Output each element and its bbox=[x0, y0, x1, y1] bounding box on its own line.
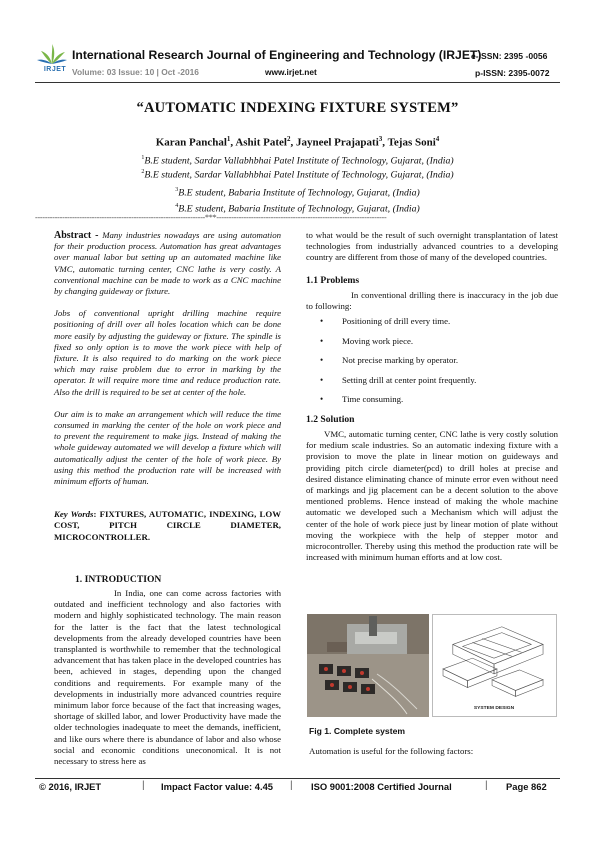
sketch-label: SYSTEM DESIGN bbox=[473, 706, 515, 712]
footer-separator: | bbox=[142, 780, 145, 791]
list-item: • Setting drill at center point frequently. bbox=[306, 375, 558, 386]
problems-list bbox=[306, 316, 558, 405]
author-sup: 1 bbox=[226, 135, 231, 143]
affiliation-text: B.E student, Babaria Institute of Technology, Gujarat, (India) bbox=[178, 187, 420, 199]
author-name: Ashit Patel bbox=[235, 136, 287, 149]
affiliation-sup: 3 bbox=[175, 187, 179, 193]
author-name: Jayneel Prajapati bbox=[295, 136, 379, 149]
system-photo bbox=[307, 614, 429, 717]
problems-heading: 1.1 Problems bbox=[306, 274, 360, 286]
author-sep: , bbox=[290, 136, 296, 149]
footer-impact-factor: Impact Factor value: 4.45 bbox=[161, 781, 274, 792]
author-sep: , bbox=[230, 136, 236, 149]
footer-divider bbox=[35, 778, 560, 779]
footer-iso: ISO 9001:2008 Certified Journal bbox=[311, 781, 452, 792]
solution-heading: 1.2 Solution bbox=[306, 413, 355, 425]
abstract-text: Many industries nowadays are using automation for their production process. Automation has great advantages over manual labor but setting up an automated machine like VMC, automatic turning center, CNC lathe is very costly. A conventional machine can be made to work as a CNC machine by changing guideway or fixture. bbox=[54, 230, 281, 297]
section-separator: ---------------------------------------------------------------------***--------------------------------------------------------------------- bbox=[35, 213, 387, 222]
affiliation-sup: 1 bbox=[141, 155, 145, 161]
author-name: Karan Panchal bbox=[155, 136, 227, 149]
footer-separator: | bbox=[290, 780, 293, 791]
irjet-logo-icon bbox=[35, 42, 69, 84]
affiliation-text: B.E student, Babaria Institute of Technology, Gujarat, (India) bbox=[178, 203, 420, 215]
author-sup: 3 bbox=[378, 135, 383, 143]
automation-text: Automation is useful for the following factors: bbox=[309, 746, 474, 756]
affiliation bbox=[0, 169, 595, 180]
keywords-text: : FIXTURES, AUTOMATIC, INDEXING, LOW COST, PITCH CIRCLE DIAMETER, MICROCONTROLLER. bbox=[54, 509, 281, 542]
intro-text: In India, one can come across factories with outdated and inefficient technology and also factories with modern and highly sophisticated technology. The main reason for the latter is the fact that the latest technological developments from the already developed countries have been transplanted is worthwhile to remember that the technological advancement that has taken place in the developed countries has been, achieved in stages, depending upon the changed conditions and requirements. For example many of the developments in industrially more advanced countries require minimum labor force because of the fact that increasing wages, shortage of skilled labor, and lower Productivity have made the older technologies inadequate to meet the demands, inefficient, and like ours where there is abundance of labor and also whose social and economic conditions uneconomical. It is not necessary to stress here as bbox=[54, 588, 281, 767]
keywords-label: Key Words bbox=[54, 509, 94, 520]
logo-text: IRJET bbox=[43, 66, 67, 73]
affiliation bbox=[0, 187, 595, 198]
author-list bbox=[0, 135, 595, 149]
abstract-p3: Our aim is to make an arrangement which will reduce the time consumed in marking the center of the hole on work piece and to prevent the requirement to make jigs. Instead of making the whole guideway automated we will develop a fixture which will automatically adjust the center of the hole of work piece. By using this method the production rate will be increased with minimum efforts of human. bbox=[54, 408, 281, 487]
abstract-heading: Abstract - bbox=[54, 230, 99, 241]
abstract-p1 bbox=[54, 230, 281, 297]
author-sup: 4 bbox=[435, 135, 440, 143]
right-column bbox=[306, 230, 558, 563]
header-divider bbox=[35, 82, 560, 83]
author-name: Tejas Soni bbox=[387, 136, 436, 149]
journal-website-link[interactable]: www.irjet.net bbox=[265, 67, 317, 77]
solution-text: VMC, automatic turning center, CNC lathe is very costly solution for medium scale industries. So an automatic indexing fixture with a provision to move the plate in linear motion on guideways and providing pitch circle diameter(pcd) to drill holes at precise and desired distance eliminating chance of minute error even without need of markings and jig placement can be a decent solution to the above mentioned problems. Hence instead of making the whole machine automatic we developed such a Mechanism which will adjust the center of the hole of work piece just by linear motion of plate without moving the workpiece with the help of stepper motor and microcontroller. Thereby using this method the production rate will be increased with minimum human efforts and at low cost. bbox=[306, 428, 558, 563]
p-issn: p-ISSN: 2395-0072 bbox=[475, 68, 550, 78]
author-sup: 2 bbox=[286, 135, 291, 143]
affiliation-sup: 2 bbox=[141, 169, 145, 175]
journal-title: International Research Journal of Engineering and Technology (IRJET) bbox=[72, 48, 482, 62]
list-item: • Time consuming. bbox=[306, 394, 558, 405]
keywords bbox=[54, 509, 281, 543]
left-column bbox=[54, 230, 281, 543]
volume-issue: Volume: 03 Issue: 10 | Oct -2016 bbox=[72, 67, 199, 77]
footer-separator: | bbox=[485, 780, 488, 791]
list-item: • Positioning of drill every time. bbox=[306, 316, 558, 327]
intro-continuation: to what would be the result of such overnight transplantation of latest technologies from industrially advanced countries to a developing country are different from those of many of the developed countries. bbox=[306, 230, 558, 263]
affiliation bbox=[0, 155, 595, 166]
figure-caption: Fig 1. Complete system bbox=[309, 726, 405, 736]
e-issn: e-ISSN: 2395 -0056 bbox=[471, 51, 548, 61]
footer-page-number: Page 862 bbox=[506, 781, 547, 792]
paper-title: “AUTOMATIC INDEXING FIXTURE SYSTEM” bbox=[136, 100, 459, 116]
affiliation-sup: 4 bbox=[175, 203, 179, 209]
affiliation-text: B.E student, Sardar Vallabhbhai Patel Institute of Technology, Gujarat, (India) bbox=[144, 169, 454, 181]
footer-copyright: © 2016, IRJET bbox=[39, 781, 102, 792]
system-design-sketch bbox=[432, 614, 557, 717]
intro-heading: 1. INTRODUCTION bbox=[75, 574, 162, 585]
author-sep: , bbox=[382, 136, 388, 149]
list-item: • Moving work piece. bbox=[306, 336, 558, 347]
problems-intro: In conventional drilling there is inaccuracy in the job due to following: bbox=[306, 289, 558, 312]
affiliation-text: B.E student, Sardar Vallabhbhai Patel Institute of Technology, Gujarat, (India) bbox=[144, 155, 454, 167]
list-item: • Not precise marking by operator. bbox=[306, 355, 558, 366]
abstract-p2: Jobs of conventional upright drilling machine require positioning of drill over all holes location which can be done more easily by adjusting the guideway or fixture. The spindle is fixed so only option is to move the work piece with help of fixture. It is also required to do marking on the work piece which may raise problem due to error in marking by the operator. It will require more time and reduce production rate. Also the drill is required to be set at center of the hole. bbox=[54, 308, 281, 397]
